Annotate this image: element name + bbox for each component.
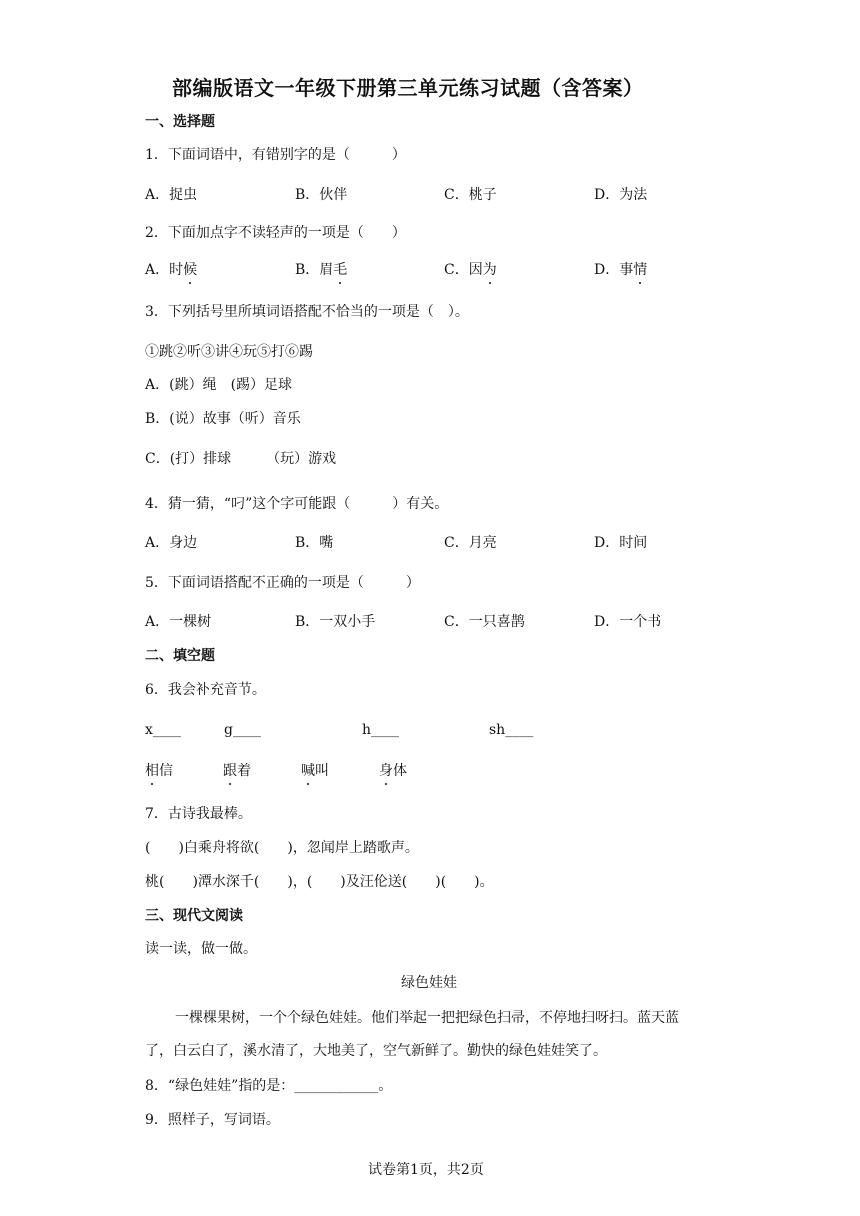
q3-option-c: C．(打）排球 （玩）游戏 [145, 451, 337, 467]
q1-option-c: C．桃子 [444, 187, 497, 203]
passage-line-2: 了，白云白了，溪水清了，大地美了，空气新鲜了。勤快的绿色娃娃笑了。 [145, 1043, 607, 1059]
q5-option-c: C．一只喜鹊 [444, 614, 525, 630]
q2-option-a-text: A．时 [145, 262, 184, 278]
q3-word-list: ①跳②听③讲④玩⑤打⑥踢 [145, 344, 313, 360]
question-6-stem: 6．我会补充音节。 [145, 682, 266, 698]
q5-option-d: D．一个书 [594, 614, 662, 630]
q1-option-d: D．为法 [594, 187, 648, 203]
q4-option-b: B．嘴 [295, 535, 334, 551]
q6-word-1-dotted-char: 相 [145, 763, 159, 779]
pinyin-blank-2: g____ [224, 722, 261, 738]
page-footer: 试卷第1页，共2页 [368, 1162, 484, 1178]
q5-option-a: A．一棵树 [145, 614, 212, 630]
q2-option-a [145, 262, 197, 279]
passage-title: 绿色娃娃 [401, 975, 457, 991]
q5-option-b: B．一双小手 [295, 614, 376, 630]
question-3-stem: 3．下列括号里所填词语搭配不恰当的一项是（ ）。 [145, 304, 469, 320]
q2-option-b-dotted-char: 毛 [333, 262, 348, 278]
q6-word-2-dotted-char: 跟 [223, 763, 237, 779]
pinyin-blank-3: h____ [362, 722, 400, 738]
q4-option-a: A．身边 [145, 535, 198, 551]
q2-option-b-text: B．眉 [295, 262, 334, 278]
pinyin-blank-4: sh____ [489, 722, 534, 738]
q6-word-2-rest: 着 [237, 763, 251, 779]
question-8-stem: 8．“绿色娃娃”指的是：____________。 [145, 1078, 393, 1094]
q2-option-c [444, 262, 497, 279]
q2-option-b [295, 262, 347, 279]
section-heading-choice: 一、选择题 [145, 114, 215, 130]
reading-intro: 读一读，做一做。 [145, 941, 257, 957]
question-7-stem: 7．古诗我最棒。 [145, 806, 252, 822]
q6-word-4-dotted-char: 身 [379, 763, 393, 779]
q6-word-3-rest: 叫 [315, 763, 329, 779]
question-2-stem: 2．下面加点字不读轻声的一项是（ ） [145, 225, 406, 241]
q6-word-4-rest: 体 [393, 763, 407, 779]
question-9-stem: 9．照样子，写词语。 [145, 1112, 280, 1128]
q1-option-b: B．伙伴 [295, 187, 348, 203]
poem-line-1: ( )白乘舟将欲( )，忽闻岸上踏歌声。 [145, 840, 419, 856]
q6-word-3 [301, 763, 329, 780]
pinyin-blank-1: x____ [145, 722, 181, 738]
q6-word-2 [223, 763, 251, 780]
question-5-stem: 5．下面词语搭配不正确的一项是（ ） [145, 575, 420, 591]
page-title: 部编版语文一年级下册第三单元练习试题（含答案） [172, 76, 644, 100]
q1-option-a: A．捉虫 [145, 187, 198, 203]
q4-option-c: C．月亮 [444, 535, 497, 551]
q2-option-d [594, 262, 647, 279]
q3-option-a: A．(跳）绳 (踢）足球 [145, 377, 293, 393]
section-heading-reading: 三、现代文阅读 [145, 908, 243, 924]
question-4-stem: 4．猜一猜，“叼”这个字可能跟（ ）有关。 [145, 496, 449, 512]
q2-option-d-dotted-char: 情 [633, 262, 648, 278]
q2-option-c-text: C．因 [444, 262, 483, 278]
section-heading-fill: 二、填空题 [145, 648, 215, 664]
q2-option-c-dotted-char: 为 [482, 262, 497, 278]
q3-option-b: B．(说）故事（听）音乐 [145, 411, 301, 427]
q2-option-d-text: D．事 [594, 262, 634, 278]
poem-line-2: 桃( )潭水深千( )，( )及汪伦送( )( )。 [145, 874, 494, 890]
q6-word-4 [379, 763, 407, 780]
q4-option-d: D．时间 [594, 535, 648, 551]
q2-option-a-dotted-char: 候 [183, 262, 198, 278]
q6-word-1 [145, 763, 173, 780]
q6-word-3-dotted-char: 喊 [301, 763, 315, 779]
question-1-stem: 1．下面词语中，有错别字的是（ ） [145, 147, 406, 163]
q6-word-1-rest: 信 [159, 763, 173, 779]
passage-line-1: 一棵棵果树，一个个绿色娃娃。他们举起一把把绿色扫帚，不停地扫呀扫。蓝天蓝 [175, 1010, 679, 1026]
